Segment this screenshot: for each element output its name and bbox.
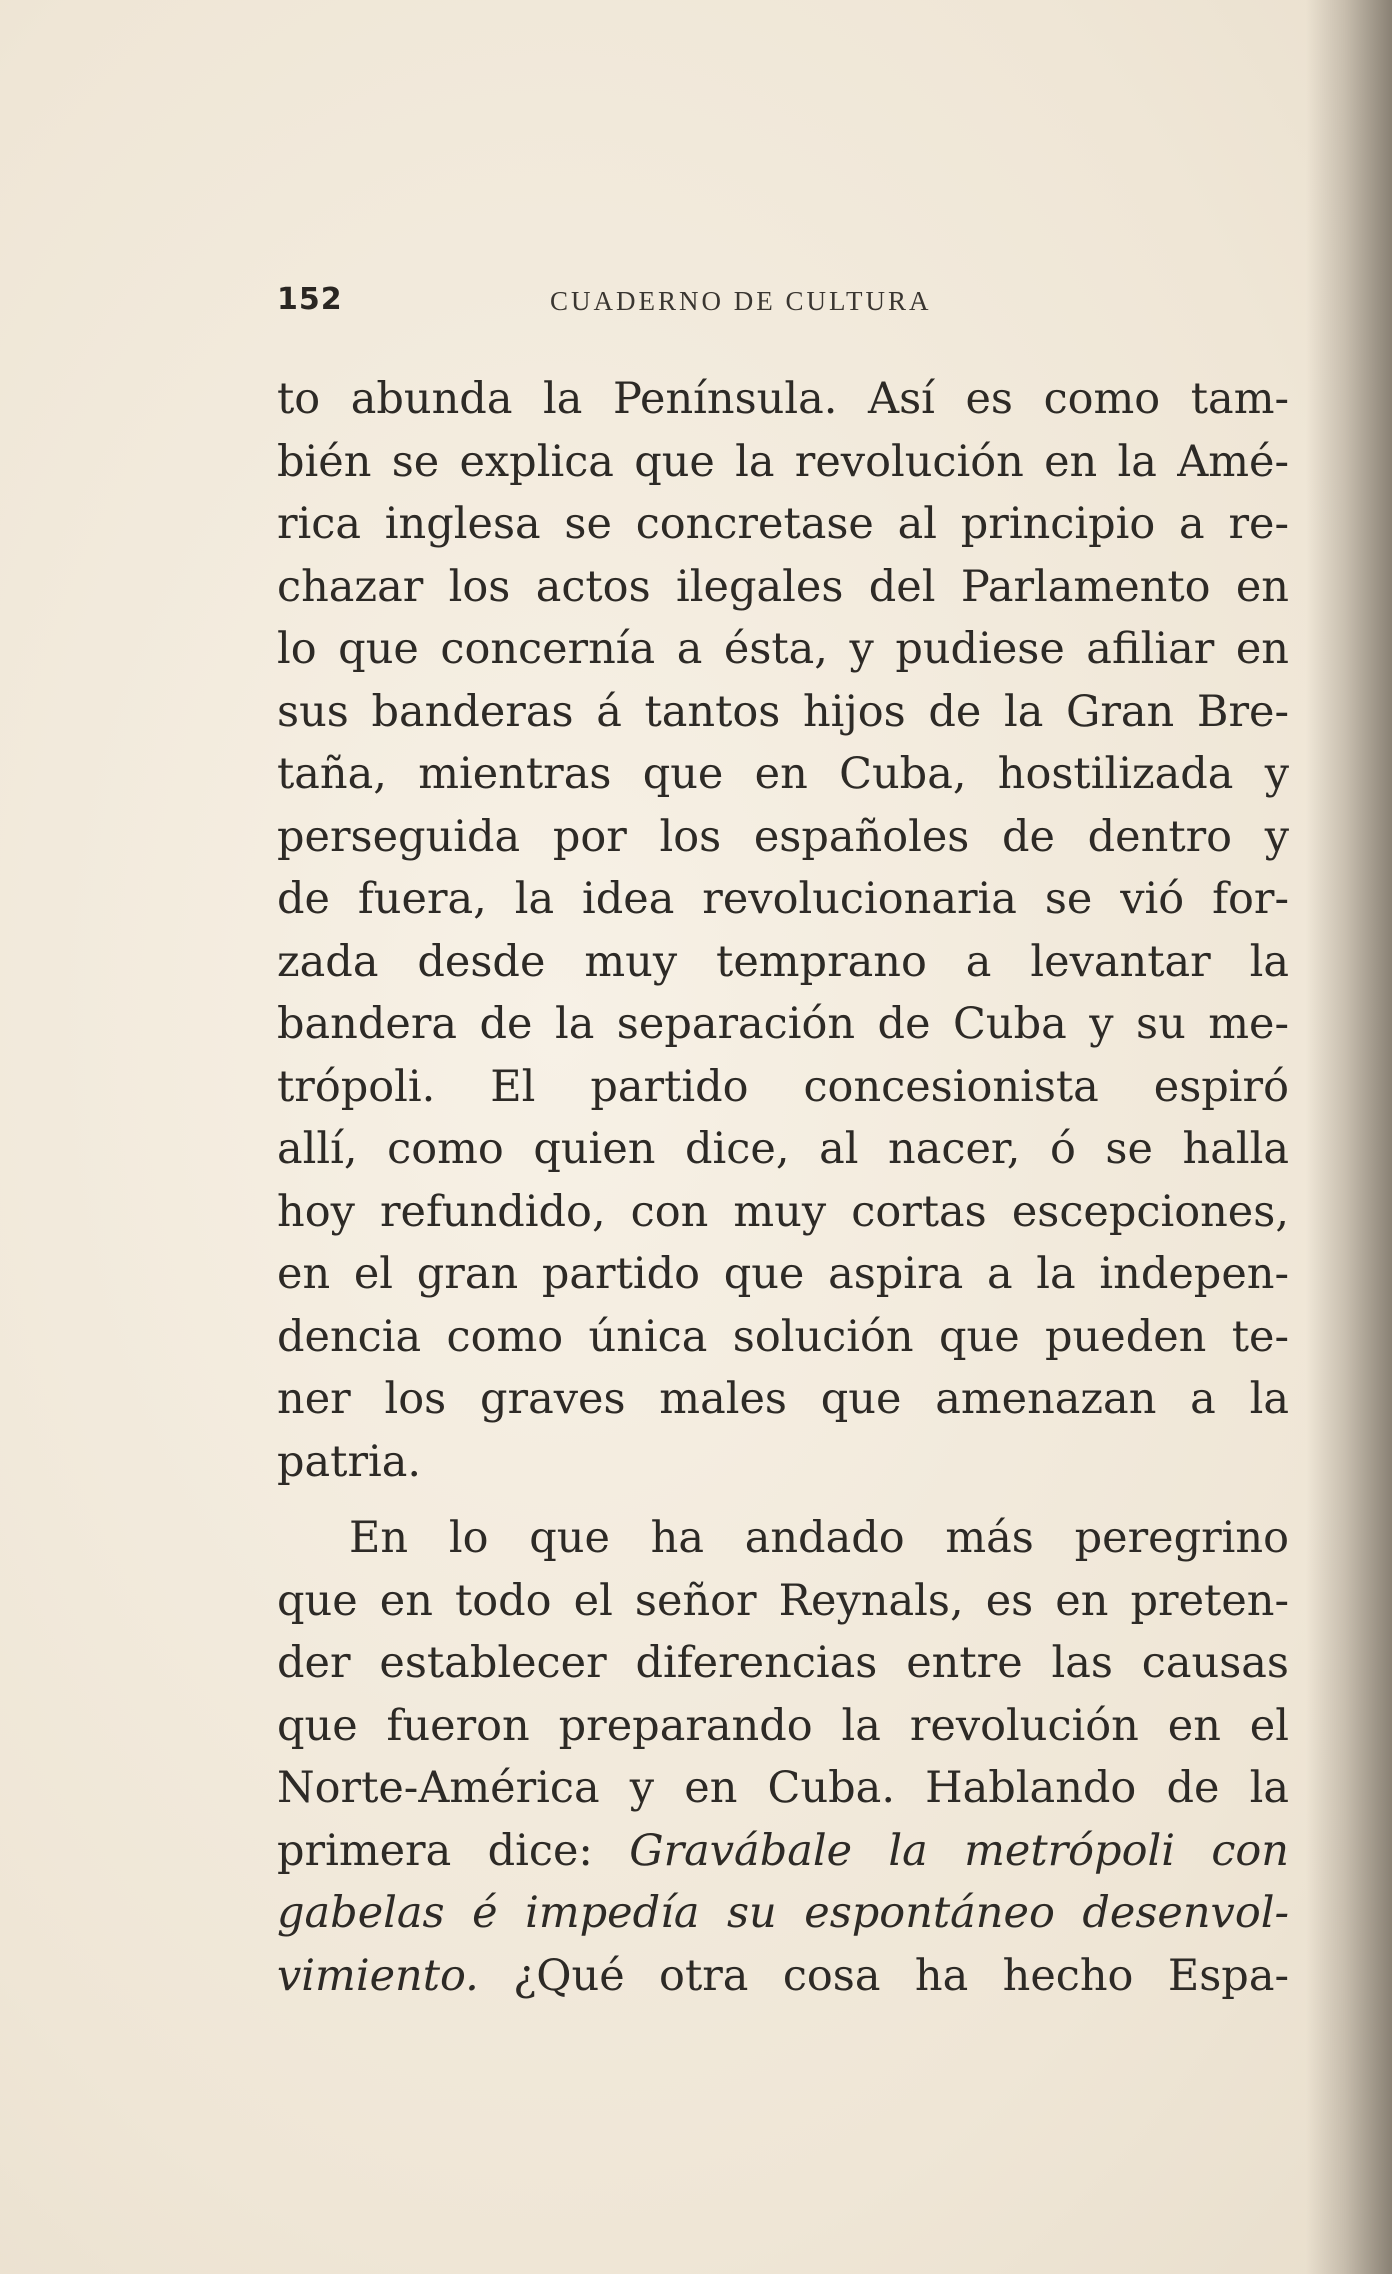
text-line-mixed [277, 1820, 1289, 1883]
running-head [277, 282, 1289, 332]
text-line: bandera de la separación de Cuba y su me- [277, 999, 1289, 1049]
text-run: primera dice: [277, 1825, 630, 1876]
text-line: en el gran partido que aspira a la indepen- [277, 1249, 1289, 1299]
text-line: dencia como única solución que pueden te- [277, 1311, 1289, 1362]
text-line: ner los graves males que amenazan a la [277, 1374, 1289, 1424]
text-line-mixed [277, 1945, 1289, 2008]
text-line: patria. [277, 1436, 422, 1487]
text-line: sus banderas á tantos hijos de la Gran Bre- [277, 686, 1289, 737]
text-line: to abunda la Península. Así es como tam- [277, 374, 1289, 424]
text-line: trópoli. El partido concesionista espiró [277, 1061, 1289, 1112]
page-gutter-shadow [1306, 0, 1392, 2274]
italic-quote: Gravábale la metrópoli con [629, 1825, 1289, 1876]
body-text [277, 368, 1289, 2007]
text-line: perseguida por los españoles de dentro y [277, 811, 1289, 862]
paragraph-gap [277, 1493, 1289, 1507]
paragraph [277, 368, 1289, 1493]
text-line: Norte-América y en Cuba. Hablando de la [277, 1763, 1289, 1813]
italic-quote: vimiento. [277, 1950, 479, 2001]
text-line: En lo que ha andado más peregrino [349, 1513, 1289, 1563]
text-run: ¿Qué otra cosa ha hecho Espa- [478, 1950, 1289, 2001]
text-line: der establecer diferencias entre las causas [277, 1638, 1289, 1688]
text-line: lo que concernía a ésta, y pudiese afiliar en [277, 624, 1289, 674]
text-line: chazar los actos ilegales del Parlamento en [277, 561, 1289, 612]
text-line: zada desde muy temprano a levantar la [277, 936, 1289, 987]
text-line: allí, como quien dice, al nacer, ó se halla [277, 1124, 1289, 1174]
paragraph [277, 1507, 1289, 2007]
text-line: hoy refundido, con muy cortas escepciones, [277, 1186, 1289, 1237]
page-number: 152 [277, 282, 343, 317]
text-line: bién se explica que la revolución en la Amé- [277, 436, 1289, 487]
text-line: rica inglesa se concretase al principio a re- [277, 499, 1289, 549]
running-title: CUADERNO DE CULTURA [550, 286, 932, 316]
text-line: taña, mientras que en Cuba, hostilizada y [277, 749, 1289, 799]
italic-quote-line: gabelas é impedía su espontáneo desenvol- [277, 1888, 1289, 1938]
text-line: que fueron preparando la revolución en el [277, 1700, 1289, 1751]
text-line: que en todo el señor Reynals, es en preten- [277, 1575, 1289, 1626]
text-line: de fuera, la idea revolucionaria se vió for- [277, 874, 1289, 924]
